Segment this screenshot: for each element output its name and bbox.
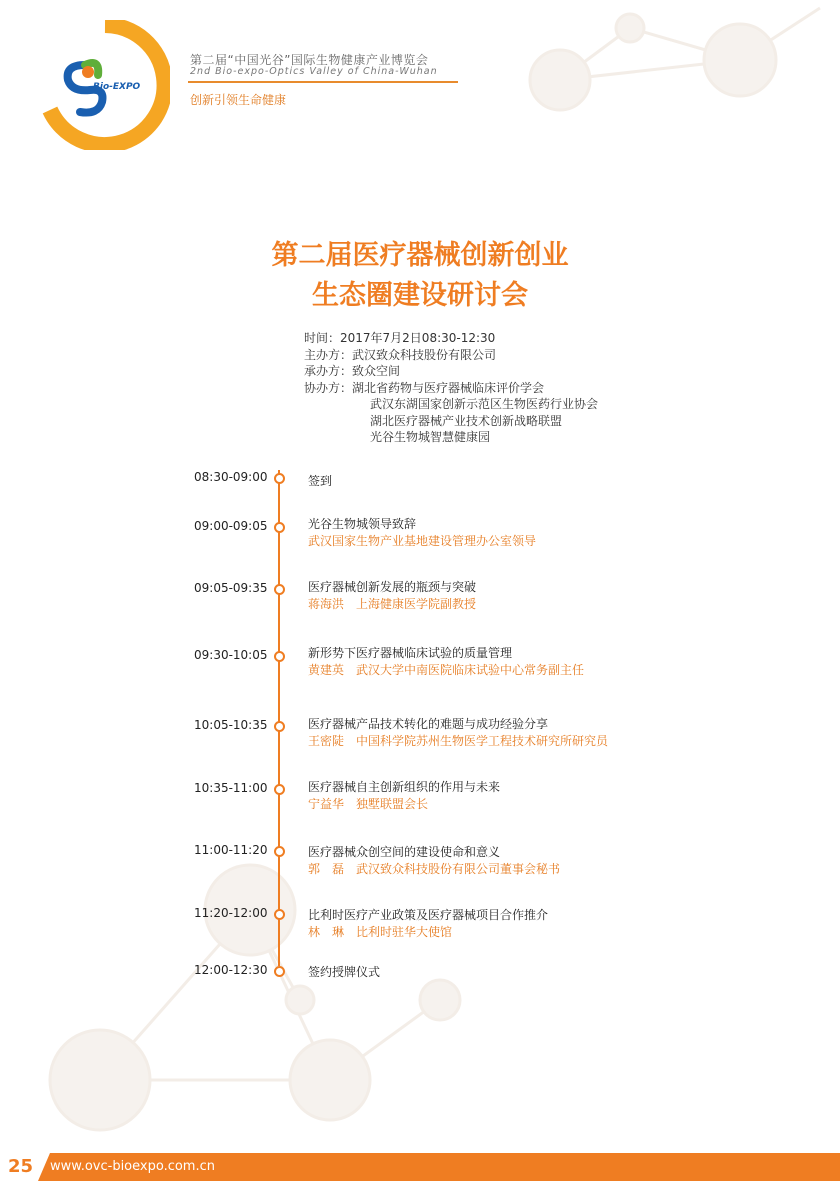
schedule-speaker: 王密陡 中国科学院苏州生物医学工程技术研究所研究员 (308, 734, 609, 748)
schedule-topic: 医疗器械自主创新组织的作用与未来 (308, 780, 501, 794)
event-host: 主办方：武汉致众科技股份有限公司 (304, 347, 497, 362)
schedule-topic: 新形势下医疗器械临床试验的质量管理 (308, 646, 513, 660)
schedule-topic: 签到 (308, 474, 333, 488)
expo-title: 第二届“中国光谷”国际生物健康产业博览会 (190, 53, 429, 67)
timeline-node (274, 584, 285, 595)
event-co-organizer: 武汉东湖国家创新示范区生物医药行业协会 (370, 397, 599, 411)
page-header (0, 0, 840, 150)
brand-text: Bio-EXPO (93, 82, 141, 92)
schedule-speaker: 郭 磊 武汉致众科技股份有限公司董事会秘书 (308, 862, 561, 876)
schedule-topic: 比利时医疗产业政策及医疗器械项目合作推介 (308, 908, 549, 922)
schedule-time: 09:05-09:35 (194, 581, 268, 595)
schedule-speaker: 林 琳 比利时驻华大使馆 (308, 925, 453, 939)
expo-subtitle: 2nd Bio-expo-Optics Valley of China-Wuhan (190, 66, 438, 77)
event-co-organizer: 光谷生物城智慧健康园 (370, 430, 491, 444)
schedule-time: 09:00-09:05 (194, 519, 268, 533)
footer-url-link[interactable]: www.ovc-bioexpo.com.cn (50, 1159, 215, 1174)
schedule-topic: 医疗器械产品技术转化的难题与成功经验分享 (308, 717, 549, 731)
event-info (304, 330, 598, 446)
page-number: 25 (8, 1156, 34, 1177)
schedule-topic: 医疗器械众创空间的建设使命和意义 (308, 845, 501, 859)
schedule-time: 10:05-10:35 (194, 718, 268, 732)
event-time: 时间：2017年7月2日08:30-12:30 (304, 331, 496, 345)
timeline-node (274, 651, 285, 662)
timeline-node (274, 473, 285, 484)
event-co-organizer: 湖北医疗器械产业技术创新战略联盟 (370, 413, 563, 428)
schedule-topic: 光谷生物城领导致辞 (308, 517, 417, 531)
page-title-line: 第二届医疗器械创新创业 (271, 240, 569, 271)
header-divider (188, 81, 458, 83)
schedule-time: 11:00-11:20 (194, 843, 268, 857)
schedule-time: 12:00-12:30 (194, 963, 268, 977)
page-footer (0, 1153, 840, 1181)
event-co-organizer: 协办方：湖北省药物与医疗器械临床评价学会 (304, 380, 545, 395)
timeline-node (274, 966, 285, 977)
timeline-node (274, 522, 285, 533)
schedule-time: 10:35-11:00 (194, 781, 268, 795)
schedule-time: 11:20-12:00 (194, 906, 268, 920)
timeline-node (274, 846, 285, 857)
page-title-line: 生态圈建设研讨会 (312, 280, 528, 311)
timeline-line (278, 470, 280, 966)
event-organizer: 承办方：致众空间 (304, 364, 401, 378)
page-title (0, 236, 840, 316)
schedule-time: 09:30-10:05 (194, 648, 268, 662)
schedule-speaker: 武汉国家生物产业基地建设管理办公室领导 (308, 534, 537, 548)
timeline-node (274, 784, 285, 795)
expo-slogan: 创新引领生命健康 (190, 93, 287, 107)
timeline-node (274, 721, 285, 732)
schedule-speaker: 黄建英 武汉大学中南医院临床试验中心常务副主任 (308, 663, 585, 677)
schedule-speaker: 蒋海洪 上海健康医学院副教授 (308, 597, 477, 611)
schedule-time: 08:30-09:00 (194, 470, 268, 484)
schedule-topic: 签约授牌仪式 (308, 965, 381, 979)
schedule-topic: 医疗器械创新发展的瓶颈与突破 (308, 580, 477, 594)
schedule-speaker: 宁益华 独墅联盟会长 (308, 797, 429, 811)
timeline-node (274, 909, 285, 920)
